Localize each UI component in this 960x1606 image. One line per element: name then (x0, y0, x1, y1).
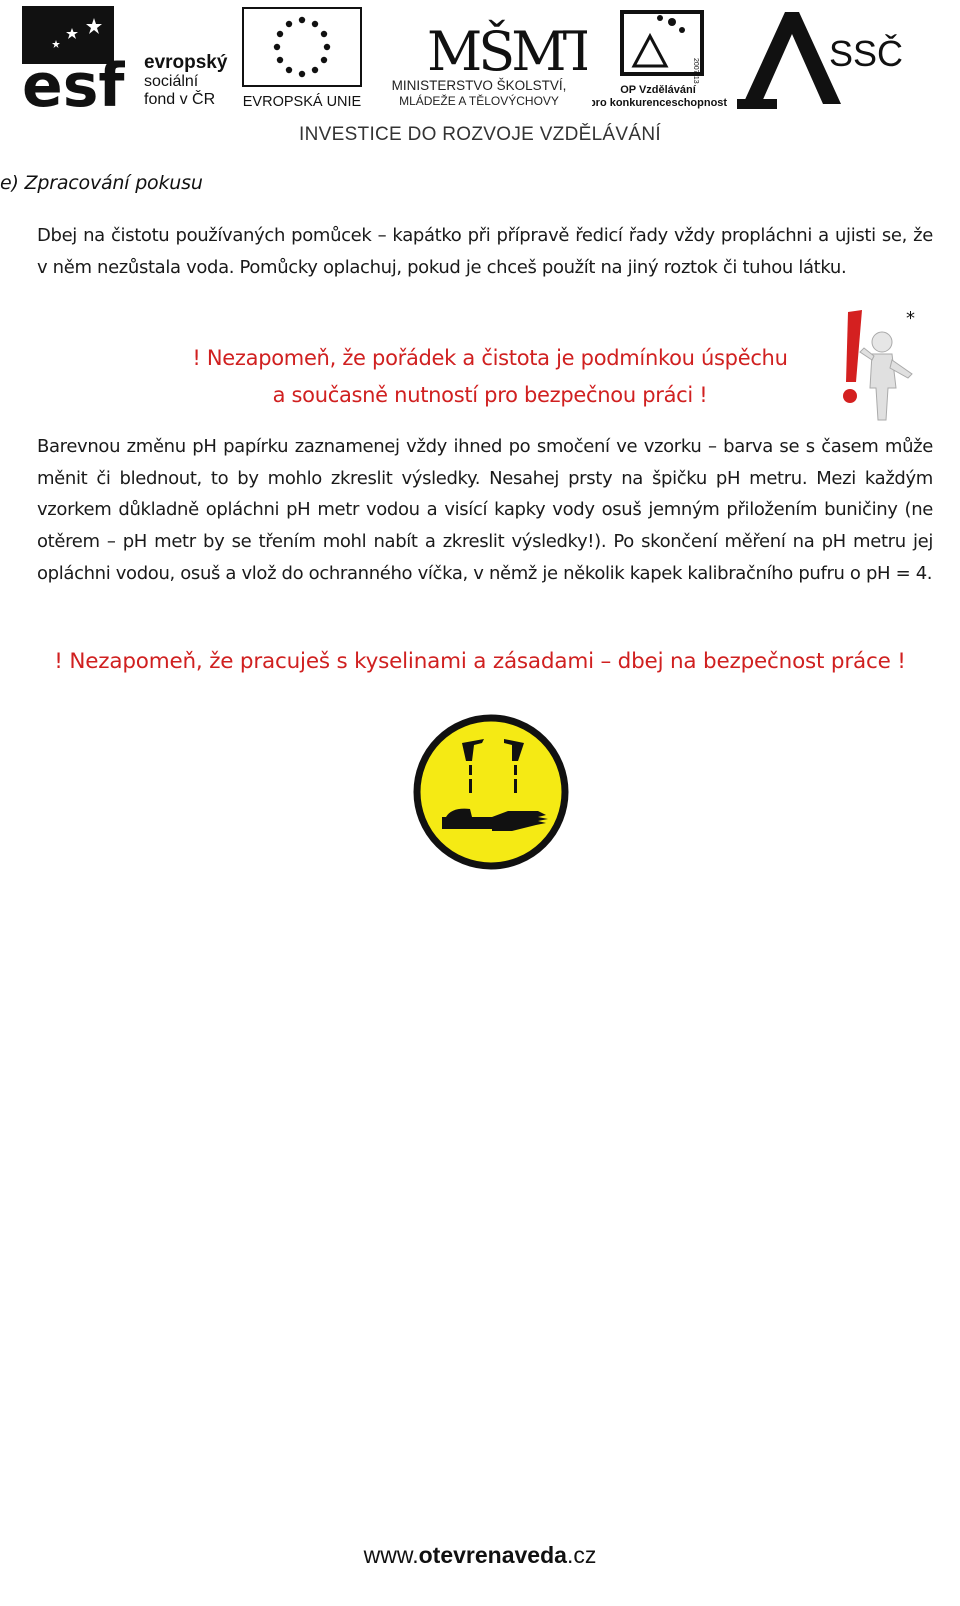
svg-text:2007-13: 2007-13 (692, 58, 699, 84)
svg-text:OP Vzdělávání: OP Vzdělávání (620, 84, 696, 96)
eu-logo (240, 6, 365, 110)
footer-url-domain: otevrenaveda (418, 1542, 567, 1568)
warning-acids: ! Nezapomeň, že pracuješ s kyselinami a zásadami – dbej na bezpečnost práce ! (54, 649, 906, 674)
msmt-logo (372, 4, 587, 110)
warning-cleanliness-line2: a současně nutností pro bezpečnou práci ! (272, 383, 708, 407)
paragraph-cleanliness: Dbej na čistotu používaných pomůcek – kapátko při přípravě ředicí řady vždy propláchni a ujisti se, že v něm nezůstala voda. Pomůcky oplachuj, pokud je chceš použít na jiný roztok či tuhou látku. (37, 225, 933, 278)
warning-cleanliness (100, 340, 880, 414)
svg-text:MINISTERSTVO ŠKOLSTVÍ,: MINISTERSTVO ŠKOLSTVÍ, (391, 78, 567, 93)
warning-cleanliness-line1: ! Nezapomeň, že pořádek a čistota je podmínkou úspěchu (192, 346, 788, 370)
svg-text:*: * (906, 308, 915, 329)
esf-logo (22, 6, 232, 110)
svg-text:SSČ: SSČ (829, 33, 904, 74)
op-vzdelavani-logo (592, 6, 732, 110)
footer-url-suffix: .cz (566, 1542, 597, 1568)
svg-text:fond v ČR: fond v ČR (144, 91, 216, 108)
svg-text:esf: esf (22, 51, 125, 110)
svg-text:pro konkurenceschopnost: pro konkurenceschopnost (592, 97, 728, 109)
footer-url-prefix: www. (363, 1542, 419, 1568)
section-title: e) Zpracování pokusu (0, 172, 203, 194)
footer-url[interactable] (0, 1542, 960, 1569)
svg-text:MLÁDEŽE A TĚLOVÝCHOVY: MLÁDEŽE A TĚLOVÝCHOVY (399, 94, 559, 108)
warning-exclamation-figure-icon (830, 300, 922, 430)
paragraph-ph-measurement: Barevnou změnu pH papírku zaznamenej vždy ihned po smočení ve vzorku – barva se s časem může měnit či blednout, to by mohlo zkreslit výsledky. Nesahej prsty na špičku pH metru. Mezi každým vzorkem důkladně opláchni pH metr vodou a visící kapky vody osuš jemným přiložením buničiny (ne otěrem – pH metr by se třením mohl nabít a zkreslit výsledky!). Po skončení měření na pH metru jej opláchni vodou, osuš a vlož do ochranného víčka, v němž je několik kapek kalibračního pufru o pH = 4. (37, 436, 933, 584)
svg-text:MŠMT: MŠMT (427, 20, 587, 83)
assc-logo (737, 4, 917, 110)
svg-text:evropský: evropský (144, 52, 228, 73)
corrosive-hazard-icon (412, 713, 570, 871)
investice-slogan: INVESTICE DO ROZVOJE VZDĚLÁVÁNÍ (299, 124, 661, 145)
svg-text:sociální: sociální (144, 73, 199, 90)
svg-text:EVROPSKÁ UNIE: EVROPSKÁ UNIE (242, 94, 362, 110)
